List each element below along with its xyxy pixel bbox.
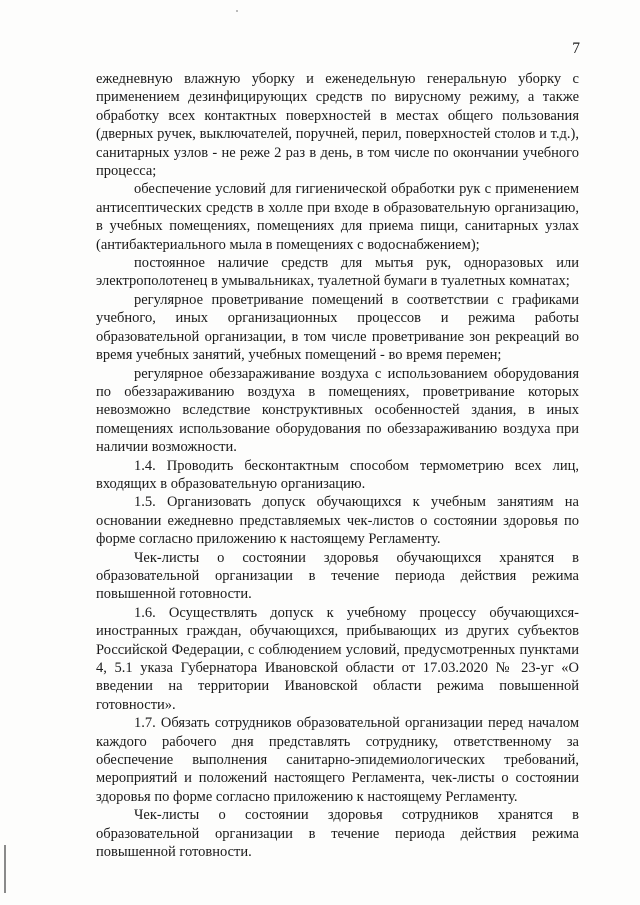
paragraph-student-checklists: Чек-листы о состоянии здоровья обучающихся хранятся в образовательной организации в течение периода действия режима повышенной готовности. <box>96 549 579 603</box>
paragraph-1-5-student-admission: 1.5. Организовать допуск обучающихся к учебным занятиям на основании ежедневно представляемых чек-листов о состоянии здоровья по форме согласно приложению к настоящему Регламенту. <box>96 494 579 548</box>
paragraph-cleaning: ежедневную влажную уборку и еженедельную генеральную уборку с применением дезинфицирующих средств по вирусному режиму, а также обработку всех контактных поверхностей в местах общего пользования (дверных ручек, выключателей, поручней, перил, поверхностей столов и т.д.), санитарных узлов - не реже 2 раз в день, в том числе по окончании учебного процесса; <box>96 71 579 180</box>
document-body <box>96 70 579 861</box>
paragraph-washing-supplies: постоянное наличие средств для мытья рук, одноразовых или электрополотенец в умывальниках, туалетной бумаги в туалетных комнатах; <box>96 255 579 290</box>
paragraph-1-4-thermometry: 1.4. Проводить бесконтактным способом термометрию всех лиц, входящих в образовательную организацию. <box>96 457 579 492</box>
paragraph-1-6-foreign-students: 1.6. Осуществлять допуск к учебному процессу обучающихся-иностранных граждан, обучающихся, прибывающих из других субъектов Российской Федерации, с соблюдением условий, предусмотренных пунктами 4, 5.1 указа Губернатора Ивановской области от 17.03.2020 № 23-уг «О введении на территории Ивановской области режима повышенной готовности». <box>96 604 579 713</box>
scan-speck <box>236 10 238 12</box>
scan-edge-mark <box>4 845 6 893</box>
page-number: 7 <box>572 40 580 57</box>
paragraph-hand-hygiene: обеспечение условий для гигиенической обработки рук с применением антисептических средств в холле при входе в образовательную организацию, в учебных помещениях, помещениях для приема пищи, санитарных узлах (антибактериального мыла в помещениях с водоснабжением); <box>96 181 579 253</box>
paragraph-1-7-staff-checklists: 1.7. Обязать сотрудников образовательной организации перед началом каждого рабочего дня представлять сотруднику, ответственному за обеспечение выполнения санитарно-эпидемиологических требований, мероприятий и положений настоящего Регламента, чек-листы о состоянии здоровья по форме согласно приложению к настоящему Регламенту. <box>96 715 579 805</box>
paragraph-staff-checklists-storage: Чек-листы о состоянии здоровья сотрудников хранятся в образовательной организации в течение периода действия режима повышенной готовности. <box>96 807 579 861</box>
paragraph-air-disinfection: регулярное обеззараживание воздуха с использованием оборудования по обеззараживанию воздуха в помещениях, проветривание которых невозможно вследствие конструктивных особенностей здания, в иных помещениях использование оборудования по обеззараживанию воздуха при наличии возможности. <box>96 365 579 456</box>
paragraph-ventilation: регулярное проветривание помещений в соответствии с графиками учебного, иных организационных процессов и режима работы образовательной организации, в том числе проветривание зон рекреаций во время учебных занятий, учебных помещений - во время перемен; <box>96 291 579 364</box>
